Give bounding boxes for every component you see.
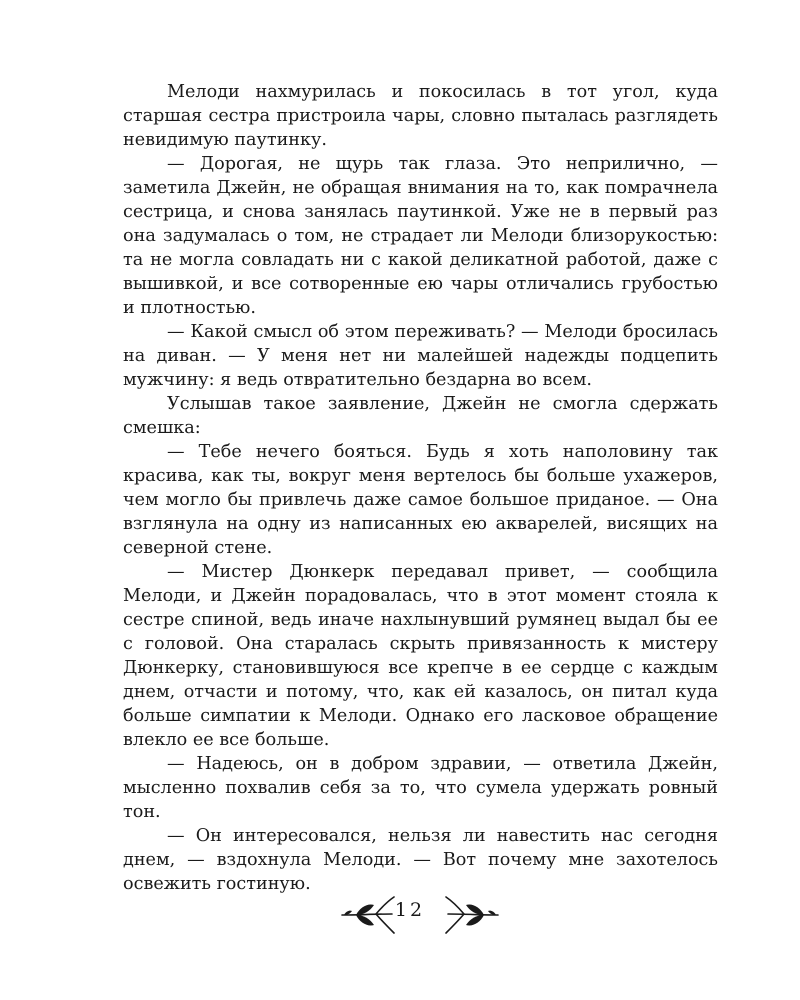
body-text [123, 80, 718, 896]
paragraph: — Тебе нечего бояться. Будь я хоть наполовину так красива, как ты, вокруг меня вертелось бы больше ухажеров, чем могло бы привлечь даже самое большое приданое. — Она взглянула на одну из написанных ею акварелей, висящих на северной стене. [123, 442, 718, 558]
page-number: 12 [394, 899, 426, 921]
leaf-sprig-icon [440, 893, 504, 937]
paragraph: — Мистер Дюнкерк передавал привет, — сообщила Мелоди, и Джейн порадовалась, что в этот момент стояла к сестре спиной, ведь иначе нахлынувший румянец выдал бы ее с головой. Она старалась скрыть привязанность к мистеру Дюнкерку, становившуюся все крепче в ее сердце с каждым днем, отчасти и потому, что, как ей казалось, он питал куда больше симпатии к Мелоди. Однако его ласковое обращение влекло ее все больше. [123, 562, 718, 750]
page-footer [0, 893, 800, 943]
paragraph: — Какой смысл об этом переживать? — Мелоди бросилась на диван. — У меня нет ни малейшей надежды подцепить мужчину: я ведь отвратительно бездарна во всем. [123, 322, 718, 390]
paragraph: — Он интересовался, нельзя ли навестить нас сегодня днем, — вздохнула Мелоди. — Вот почему мне захотелось освежить гостиную. [123, 826, 718, 894]
paragraph: Услышав такое заявление, Джейн не смогла сдержать смешка: [123, 394, 718, 438]
paragraph: Мелоди нахмурилась и покосилась в тот угол, куда старшая сестра пристроила чары, словно пыталась разглядеть невидимую паутинку. [123, 82, 718, 150]
paragraph: — Надеюсь, он в добром здравии, — ответила Джейн, мысленно похвалив себя за то, что сумела удержать ровный тон. [123, 754, 718, 822]
paragraph: — Дорогая, не щурь так глаза. Это неприлично, — заметила Джейн, не обращая внимания на то, как помрачнела сестрица, и снова занялась паутинкой. Уже не в первый раз она задумалась о том, не страдает ли Мелоди близорукостью: та не могла совладать ни с какой деликатной работой, даже с вышивкой, и все сотворенные ею чары отличались грубостью и плотностью. [123, 154, 718, 318]
